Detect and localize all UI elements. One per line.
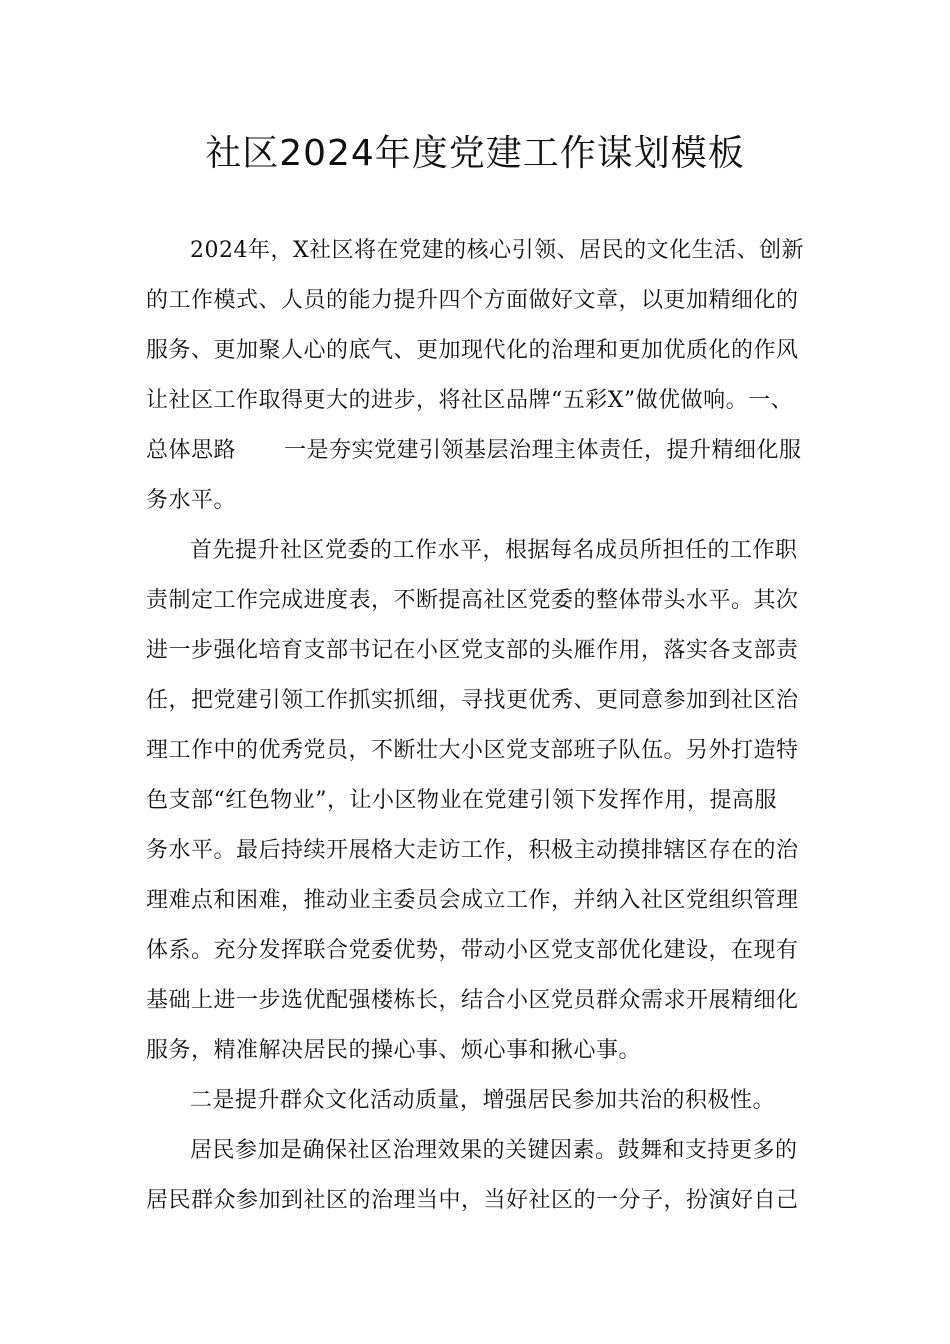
paragraph-intro xyxy=(146,226,806,526)
text-line: 居民参加是确保社区治理效果的关键因素。鼓舞和支持更多的 xyxy=(190,1138,798,1163)
text-line-heading xyxy=(146,426,806,476)
text-line: 基础上进一步选优配强楼栋长，结合小区党员群众需求开展精细化 xyxy=(146,988,799,1013)
text-line: 一是夯实党建引领基层治理主体责任，提升精细化服 xyxy=(284,438,802,463)
text-line: 服务、更加聚人心的底气、更加现代化的治理和更加优质化的作风 xyxy=(146,338,799,363)
text-line: 首先提升社区党委的工作水平，根据每名成员所担任的工作职 xyxy=(190,538,798,563)
text-line: 责制定工作完成进度表，不断提高社区党委的整体带头水平。其次 xyxy=(146,588,799,613)
text-line: 体系。充分发挥联合党委优势，带动小区党支部优化建设，在现有 xyxy=(146,938,799,963)
paragraph-residents xyxy=(146,1126,806,1226)
text-line: 理工作中的优秀党员，不断壮大小区党支部班子队伍。另外打造特 xyxy=(146,738,799,763)
section-heading: 总体思路 xyxy=(146,438,237,463)
text-line: 居民群众参加到社区的治理当中，当好社区的一分子，扮演好自己 xyxy=(146,1188,799,1213)
text-line: 二是提升群众文化活动质量，增强居民参加共治的积极性。 xyxy=(190,1088,776,1113)
paragraph-culture-heading xyxy=(146,1076,806,1126)
text-line: 的工作模式、人员的能力提升四个方面做好文章，以更加精细化的 xyxy=(146,288,799,313)
text-line: 服务，精准解决居民的操心事、烦心事和揪心事。 xyxy=(146,1038,642,1063)
text-line: 让社区工作取得更大的进步，将社区品牌“五彩X”做优做响。一、 xyxy=(146,388,794,413)
text-line: 进一步强化培育支部书记在小区党支部的头雁作用，落实各支部责 xyxy=(146,638,799,663)
text-line: 务水平。最后持续开展格大走访工作，积极主动摸排辖区存在的治 xyxy=(146,838,799,863)
text-line: 2024年，X社区将在党建的核心引领、居民的文化生活、创新 xyxy=(190,238,805,263)
text-line: 色支部“红色物业”，让小区物业在党建引领下发挥作用，提高服 xyxy=(146,788,777,813)
text-line: 务水平。 xyxy=(146,488,237,513)
paragraph-party-committee xyxy=(146,526,806,1076)
text-line: 任，把党建引领工作抓实抓细，寻找更优秀、更同意参加到社区治 xyxy=(146,688,799,713)
text-line: 理难点和困难，推动业主委员会成立工作，并纳入社区党组织管理 xyxy=(146,888,799,913)
document-title: 社区2024年度党建工作谋划模板 xyxy=(205,133,745,174)
